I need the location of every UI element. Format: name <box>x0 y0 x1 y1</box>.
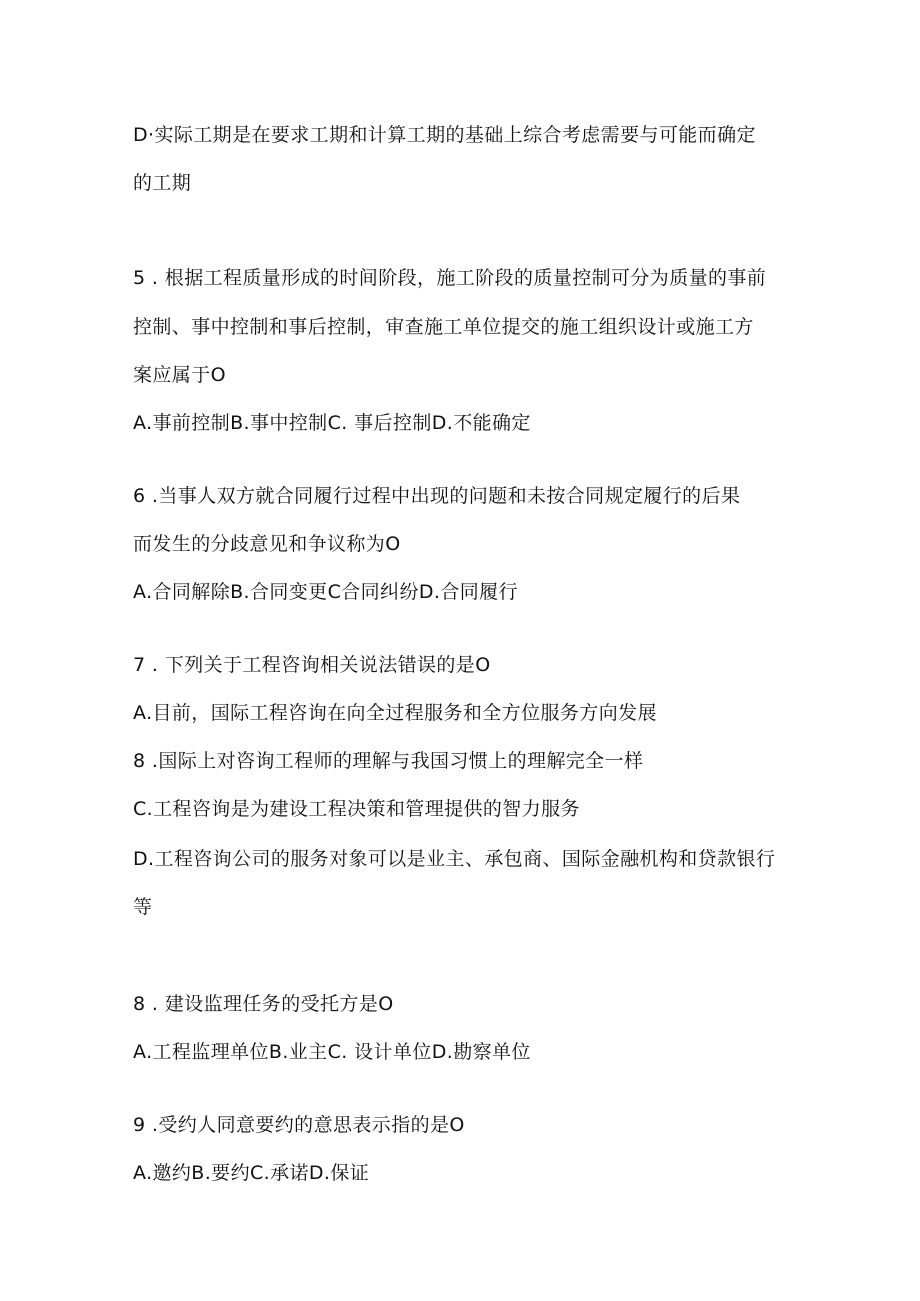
question-5-options: A.事前控制B.事中控制C. 事后控制D.不能确定 <box>133 412 531 434</box>
question-7-option-a: A.目前，国际工程咨询在向全过程服务和全方位服务方向发展 <box>133 702 657 724</box>
text-line: 的工期 <box>133 172 192 194</box>
question-6-options: A.合同解除B.合同变更C合同纠纷D.合同履行 <box>133 581 518 603</box>
question-8-stem: 8 . 建设监理任务的受托方是O <box>133 993 394 1015</box>
question-6-stem: 6 .当事人双方就合同履行过程中出现的问题和未按合同规定履行的后果 <box>133 485 741 507</box>
question-7-stem: 7 . 下列关于工程咨询相关说法错误的是O <box>133 654 491 676</box>
text-line: D·实际工期是在要求工期和计算工期的基础上综合考虑需要与可能而确定 <box>133 124 756 146</box>
question-9-stem: 9 .受约人同意要约的意思表示指的是O <box>133 1114 465 1136</box>
question-7-option-b: 8 .国际上对咨询工程师的理解与我国习惯上的理解完全一样 <box>133 750 644 772</box>
text-line: 案应属于O <box>133 364 226 386</box>
question-8-options: A.工程监理单位B.业主C. 设计单位D.勘察单位 <box>133 1041 531 1063</box>
text-line: 控制、事中控制和事后控制，审查施工单位提交的施工组织设计或施工方 <box>133 316 754 338</box>
text-line: 等 <box>133 896 153 918</box>
question-7-option-c: C.工程咨询是为建设工程决策和管理提供的智力服务 <box>133 798 580 820</box>
question-7-option-d: D.工程咨询公司的服务对象可以是业主、承包商、国际金融机构和贷款银行 <box>133 848 776 870</box>
text-line: 而发生的分歧意见和争议称为O <box>133 533 401 555</box>
question-5-stem: 5 . 根据工程质量形成的时间阶段，施工阶段的质量控制可分为质量的事前 <box>133 267 767 289</box>
question-9-options: A.邀约B.要约C.承诺D.保证 <box>133 1162 370 1184</box>
